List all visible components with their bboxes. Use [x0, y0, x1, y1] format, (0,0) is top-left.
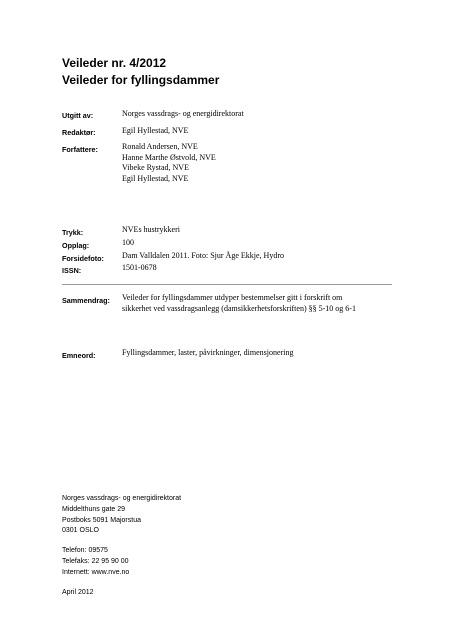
- contact-internett: Internett: www.nve.no: [62, 568, 130, 576]
- publication-date: April 2012: [62, 589, 94, 596]
- opplag-label: Opplag:: [62, 241, 90, 250]
- utgitt-value: Norges vassdrags- og energidirektorat: [122, 109, 244, 118]
- address-city: 0301 OSLO: [62, 527, 99, 535]
- forsidefoto-label: Forsidefoto:: [62, 254, 104, 263]
- address-org: Norges vassdrags- og energidirektorat: [62, 495, 182, 502]
- sammendrag-label: Sammendrag:: [62, 296, 110, 305]
- sammendrag-value: Veileder for fyllingsdammer utdyper bestemmelser gitt i forskrift om sikkerhet ved vassdragsanlegg (damsikkerhetsforskriften) §§ 5-10 og 6-1: [122, 293, 356, 313]
- emneord-value: Fyllingsdammer, laster, påvirkninger, dimensjonering: [122, 348, 294, 357]
- utgitt-label: Utgitt av:: [62, 111, 94, 120]
- address-street: Middelthuns gate 29: [62, 505, 126, 513]
- emneord-label: Emneord:: [62, 351, 96, 360]
- author-1: Ronald Andersen, NVE: [122, 142, 198, 151]
- trykk-label: Trykk:: [62, 228, 84, 237]
- author-2: Hanne Marthe Østvold, NVE: [122, 152, 216, 162]
- redaktor-label: Redaktør:: [62, 128, 96, 137]
- document-title: Veileder for fyllingsdammer: [62, 73, 220, 87]
- trykk-value: NVEs hustrykkeri: [122, 225, 180, 234]
- contact-telefon: Telefon: 09575: [62, 547, 108, 554]
- separator-line: [62, 284, 392, 285]
- forfattere-label: Forfattere:: [62, 145, 98, 154]
- author-4: Egil Hyllestad, NVE: [122, 173, 189, 183]
- forsidefoto-value: Dam Valldalen 2011. Foto: Sjur Åge Ekkje, Hydro: [122, 251, 284, 260]
- opplag-value: 100: [122, 238, 134, 247]
- contact-telefaks: Telefaks: 22 95 90 00: [62, 557, 129, 565]
- issn-label: ISSN:: [62, 266, 82, 275]
- author-3: Vibeke Rystad, NVE: [122, 163, 189, 172]
- document-number: Veileder nr. 4/2012: [62, 56, 167, 70]
- redaktor-value: Egil Hyllestad, NVE: [122, 126, 189, 135]
- issn-value: 1501-0678: [122, 263, 157, 272]
- address-postbox: Postboks 5091 Majorstua: [62, 516, 141, 524]
